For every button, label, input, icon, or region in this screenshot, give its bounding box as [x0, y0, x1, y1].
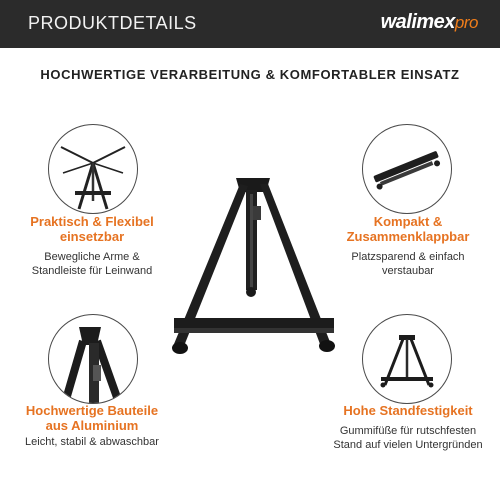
logo-suffix: pro — [454, 13, 478, 32]
feature-title: Hohe Standfestigkeit — [343, 403, 473, 418]
feature-description: Leicht, stabil & abwaschbar — [25, 436, 159, 448]
brand-logo — [381, 11, 478, 34]
product-easel-image — [160, 170, 340, 360]
feature-flexible — [2, 214, 182, 278]
feature-description: Bewegliche Arme & Standleiste für Leinwand — [31, 251, 153, 277]
logo-main: walimex — [380, 11, 455, 33]
feature-compact — [318, 214, 498, 278]
folded-easel-icon — [362, 124, 452, 214]
header-title: PRODUKTDETAILS — [28, 13, 197, 33]
feature-title: Hochwertige Bauteile aus Aluminium — [25, 403, 159, 433]
page-headline: HOCHWERTIGE VERARBEITUNG & KOMFORTABLER EINSATZ — [40, 67, 460, 82]
easel-arms-icon — [48, 124, 138, 214]
header-bar — [0, 0, 500, 48]
feature-title: Praktisch & Flexibel einsetzbar — [30, 214, 154, 244]
stable-easel-icon — [362, 314, 452, 404]
feature-description: Platzsparend & einfach verstaubar — [351, 251, 465, 277]
feature-aluminium — [2, 403, 182, 449]
feature-stability — [318, 403, 498, 452]
feature-description: Gummifüße für rutschfesten Stand auf vielen Untergründen — [333, 425, 483, 451]
aluminium-detail-icon — [48, 314, 138, 404]
feature-title: Kompakt & Zusammenklappbar — [346, 214, 470, 244]
